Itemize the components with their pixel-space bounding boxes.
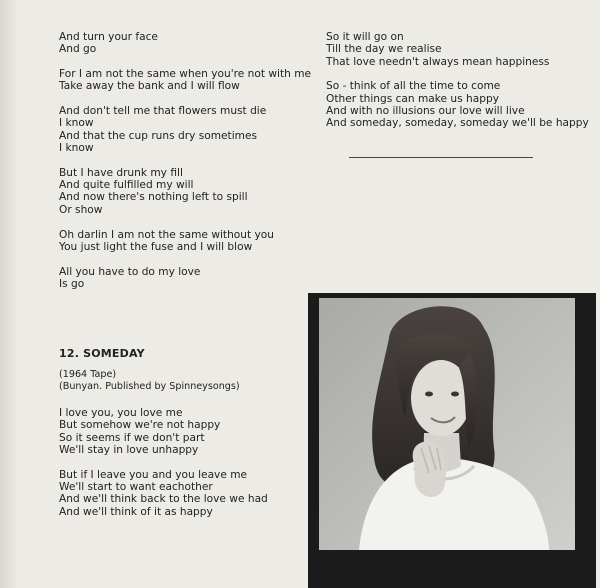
lyric-line: But I have drunk my fill <box>59 166 183 179</box>
lyric-line: So it will go on <box>326 31 404 43</box>
lyric-line: We'll start to want eachother <box>59 480 213 493</box>
lyric-line: I know <box>59 117 94 130</box>
song-lyrics <box>59 407 268 530</box>
lyrics-left-column <box>59 31 319 303</box>
lyric-line: Take away the bank and I will flow <box>59 80 240 93</box>
lyric-line: And quite fulfilled my will <box>59 179 194 192</box>
lyric-line: I know <box>59 142 94 155</box>
portrait-illustration <box>319 298 575 550</box>
lyric-line: And don't tell me that flowers must die <box>59 105 267 118</box>
section-divider <box>349 157 533 158</box>
stanza <box>59 407 268 456</box>
lyric-line: But somehow we're not happy <box>59 419 221 432</box>
lyric-line: And someday, someday, someday we'll be happy <box>326 117 589 130</box>
song-credits <box>59 369 240 393</box>
stanza <box>59 469 268 518</box>
portrait-photo <box>319 298 575 550</box>
lyric-line: And now there's nothing left to spill <box>59 191 248 204</box>
song-publisher-note: (Bunyan. Published by Spinneysongs) <box>59 381 240 392</box>
lyric-line: All you have to do my love <box>59 265 201 278</box>
lyric-line: So - think of all the time to come <box>326 80 501 93</box>
lyric-line: And we'll think of it as happy <box>59 505 213 518</box>
stanza <box>326 31 596 68</box>
lyric-line: And turn your face <box>59 31 158 43</box>
lyric-line: But if I leave you and you leave me <box>59 468 248 481</box>
lyric-line: And we'll think back to the love we had <box>59 493 268 506</box>
stanza <box>326 80 596 129</box>
stanza <box>59 167 319 216</box>
lyric-line: And that the cup runs dry sometimes <box>59 129 257 142</box>
stanza <box>59 229 319 254</box>
lyric-line: Is go <box>59 277 85 290</box>
lyric-line: Other things can make us happy <box>326 92 499 105</box>
stanza <box>59 31 319 56</box>
lyric-line: And go <box>59 43 97 56</box>
stanza <box>59 105 319 154</box>
lyric-line: I love you, you love me <box>59 407 183 419</box>
lyric-line: Till the day we realise <box>326 43 442 56</box>
lyric-line: That love needn't always mean happiness <box>326 55 550 68</box>
lyric-line: So it seems if we don't part <box>59 431 205 444</box>
lyric-line: We'll stay in love unhappy <box>59 443 199 456</box>
lyrics-right-column <box>326 31 596 142</box>
song-recording-note: (1964 Tape) <box>59 369 117 380</box>
song-title: 12. SOMEDAY <box>59 347 145 360</box>
lyric-line: And with no illusions our love will live <box>326 104 525 117</box>
lyric-line: Or show <box>59 203 103 216</box>
page-gutter-shadow <box>0 0 18 588</box>
stanza <box>59 68 319 93</box>
lyric-line: Oh darlin I am not the same without you <box>59 228 274 241</box>
stanza <box>59 266 319 291</box>
lyric-line: You just light the fuse and I will blow <box>59 240 253 253</box>
lyric-line: For I am not the same when you're not with me <box>59 68 312 81</box>
